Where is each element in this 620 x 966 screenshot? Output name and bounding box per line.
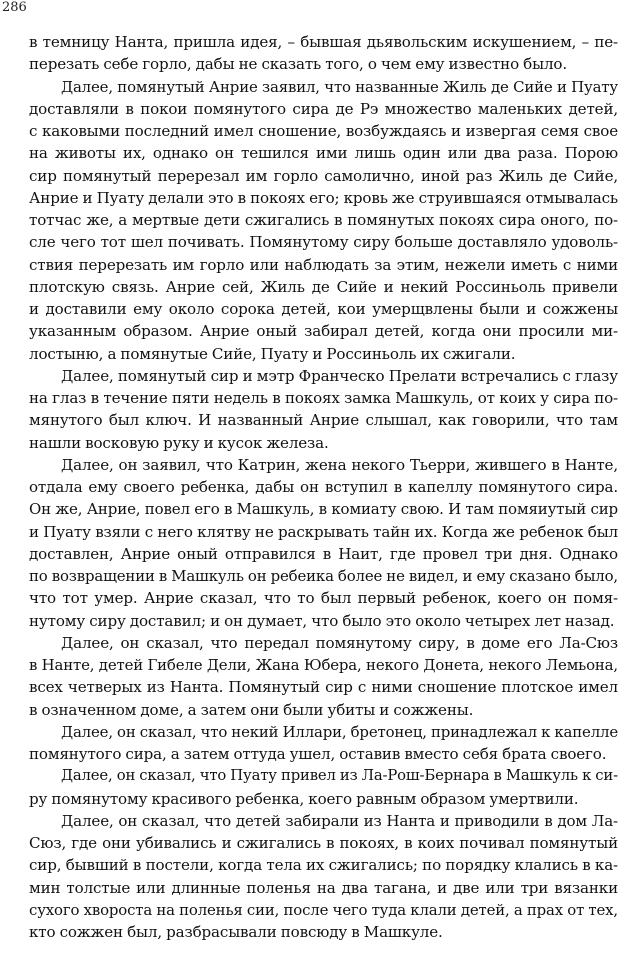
- text-line: и доставили ему около сорока детей, кои умерщвлены были и сожжены: [29, 300, 618, 318]
- text-line: ру помянутому красивого ребенка, коего равным образом умертвили.: [29, 789, 579, 808]
- text-line: перезать себе горло, дабы не сказать того, о чем ему известно было.: [29, 55, 567, 74]
- text-line: Далее, он заявил, что Катрин, жена некого Тьерри, жившего в Нанте,: [61, 455, 618, 474]
- text-line: Анрие и Пуату делали это в покоях его; кровь же струившаяся отмывалась: [29, 188, 618, 207]
- text-line: нашли восковую руку и кусок железа.: [29, 433, 329, 452]
- text-line: Далее, помянутый сир и мэтр Франческо Прелати встречались с глазу: [61, 366, 618, 385]
- text-line: кто сожжен был, разбрасывали повсюду в Машкуле.: [29, 923, 443, 941]
- text-line: ствия перерезать им горло или наблюдать за этим, нежели иметь с ними: [29, 255, 618, 274]
- text-line: Далее, он сказал, что передал помянутому сиру, в доме его Ла-Сюз: [61, 633, 618, 652]
- text-line: на глаз в течение пяти недель в покоях замка Машкуль, от коих у сира по-: [29, 389, 618, 407]
- text-line: в темницу Нанта, пришла идея, – бывшая дьявольским искушением, – пе-: [29, 33, 618, 51]
- text-line: Сюз, где они убивались и сжигались в покоях, в коих почивал помянутый: [29, 834, 618, 852]
- text-line: что тот умер. Анрие сказал, что то был первый ребенок, коего он помя-: [29, 589, 618, 608]
- text-line: указанным образом. Анрие оный забирал детей, когда они просили ми-: [29, 322, 618, 341]
- text-line: сир, бывший в постели, когда тела их сжигались; по порядку клались в ка-: [29, 856, 618, 875]
- text-line: Он же, Анрие, повел его в Машкуль, в комиату свою. И там помяиутый сир: [29, 500, 618, 519]
- text-line: на животы их, однако он тешился ими лишь один или два раза. Порою: [29, 144, 618, 163]
- text-line: сле чего тот шел почивать. Помянутому сиру больше доставляло удоволь-: [29, 233, 618, 252]
- text-line: плотскую связь. Анрие сей, Жиль де Сийе и некий Россиньоль привели: [29, 277, 618, 296]
- text-line: в Нанте, детей Гибеле Дели, Жана Юбера, некого Донета, некого Лемьона,: [29, 656, 618, 674]
- text-line: Далее, он сказал, что детей забирали из Нанта и приводили в дом Ла-: [61, 811, 618, 830]
- text-line: и Пуату взяли с него клятву не раскрывать тайн их. Когда же ребенок был: [29, 522, 618, 541]
- text-line: в означенном доме, а затем они были убиты и сожжены.: [29, 700, 474, 719]
- text-line: Далее, помянутый Анрие заявил, что названные Жиль де Сийе и Пуату: [61, 77, 618, 96]
- text-line: Далее, он сказал, что некий Иллари, бретонец, принадлежал к капелле: [61, 722, 618, 741]
- text-line: мянутого был ключ. И названный Анрие слышал, как говорили, что там: [29, 411, 618, 430]
- text-line: нутому сиру доставил; и он думает, что было это около четырех лет назад.: [29, 611, 615, 630]
- text-line: сухого хворостa на поленья сии, после чего туда клали детей, а прах от тех,: [29, 900, 618, 919]
- text-line: отдала ему своего ребенка, дабы он вступил в капеллу помянутого сира.: [29, 478, 618, 496]
- text-line: сир помянутый перерезал им горло самолично, иной раз Жиль де Сийе,: [29, 166, 618, 185]
- text-line: доставляли в покои помянутого сира де Рэ множество маленьких детей,: [29, 99, 618, 118]
- text-line: помянутого сира, а затем оттуда ушел, оставив вместо себя брата своего.: [29, 745, 607, 763]
- text-line: доставлен, Анрие оный отправился в Наит, где провел три дня. Однако: [29, 544, 618, 563]
- body-text: [29, 31, 618, 943]
- text-line: всех четверых из Нанта. Помянутый сир с ними сношение плотское имел: [29, 678, 618, 697]
- text-line: лостыню, а помянутые Сийе, Пуату и Россиньоль их сжигали.: [29, 344, 516, 363]
- text-line: по возвращении в Машкуль он ребеика более не видел, и ему сказано было,: [29, 567, 618, 585]
- text-line: Далее, он сказал, что Пуату привел из Ла-Рош-Бернара в Машкуль к си-: [61, 767, 618, 785]
- text-line: мин толстые или длинные поленья на два тагана, и две или три вязанки: [29, 878, 618, 897]
- page-number: 286: [2, 0, 27, 15]
- text-line: тотчас же, а мертвые дети сжигались в помянутых покоях сира оного, по-: [29, 211, 618, 229]
- text-line: с каковыми последний имел сношение, возбуждаясь и извергая семя свое: [29, 122, 618, 140]
